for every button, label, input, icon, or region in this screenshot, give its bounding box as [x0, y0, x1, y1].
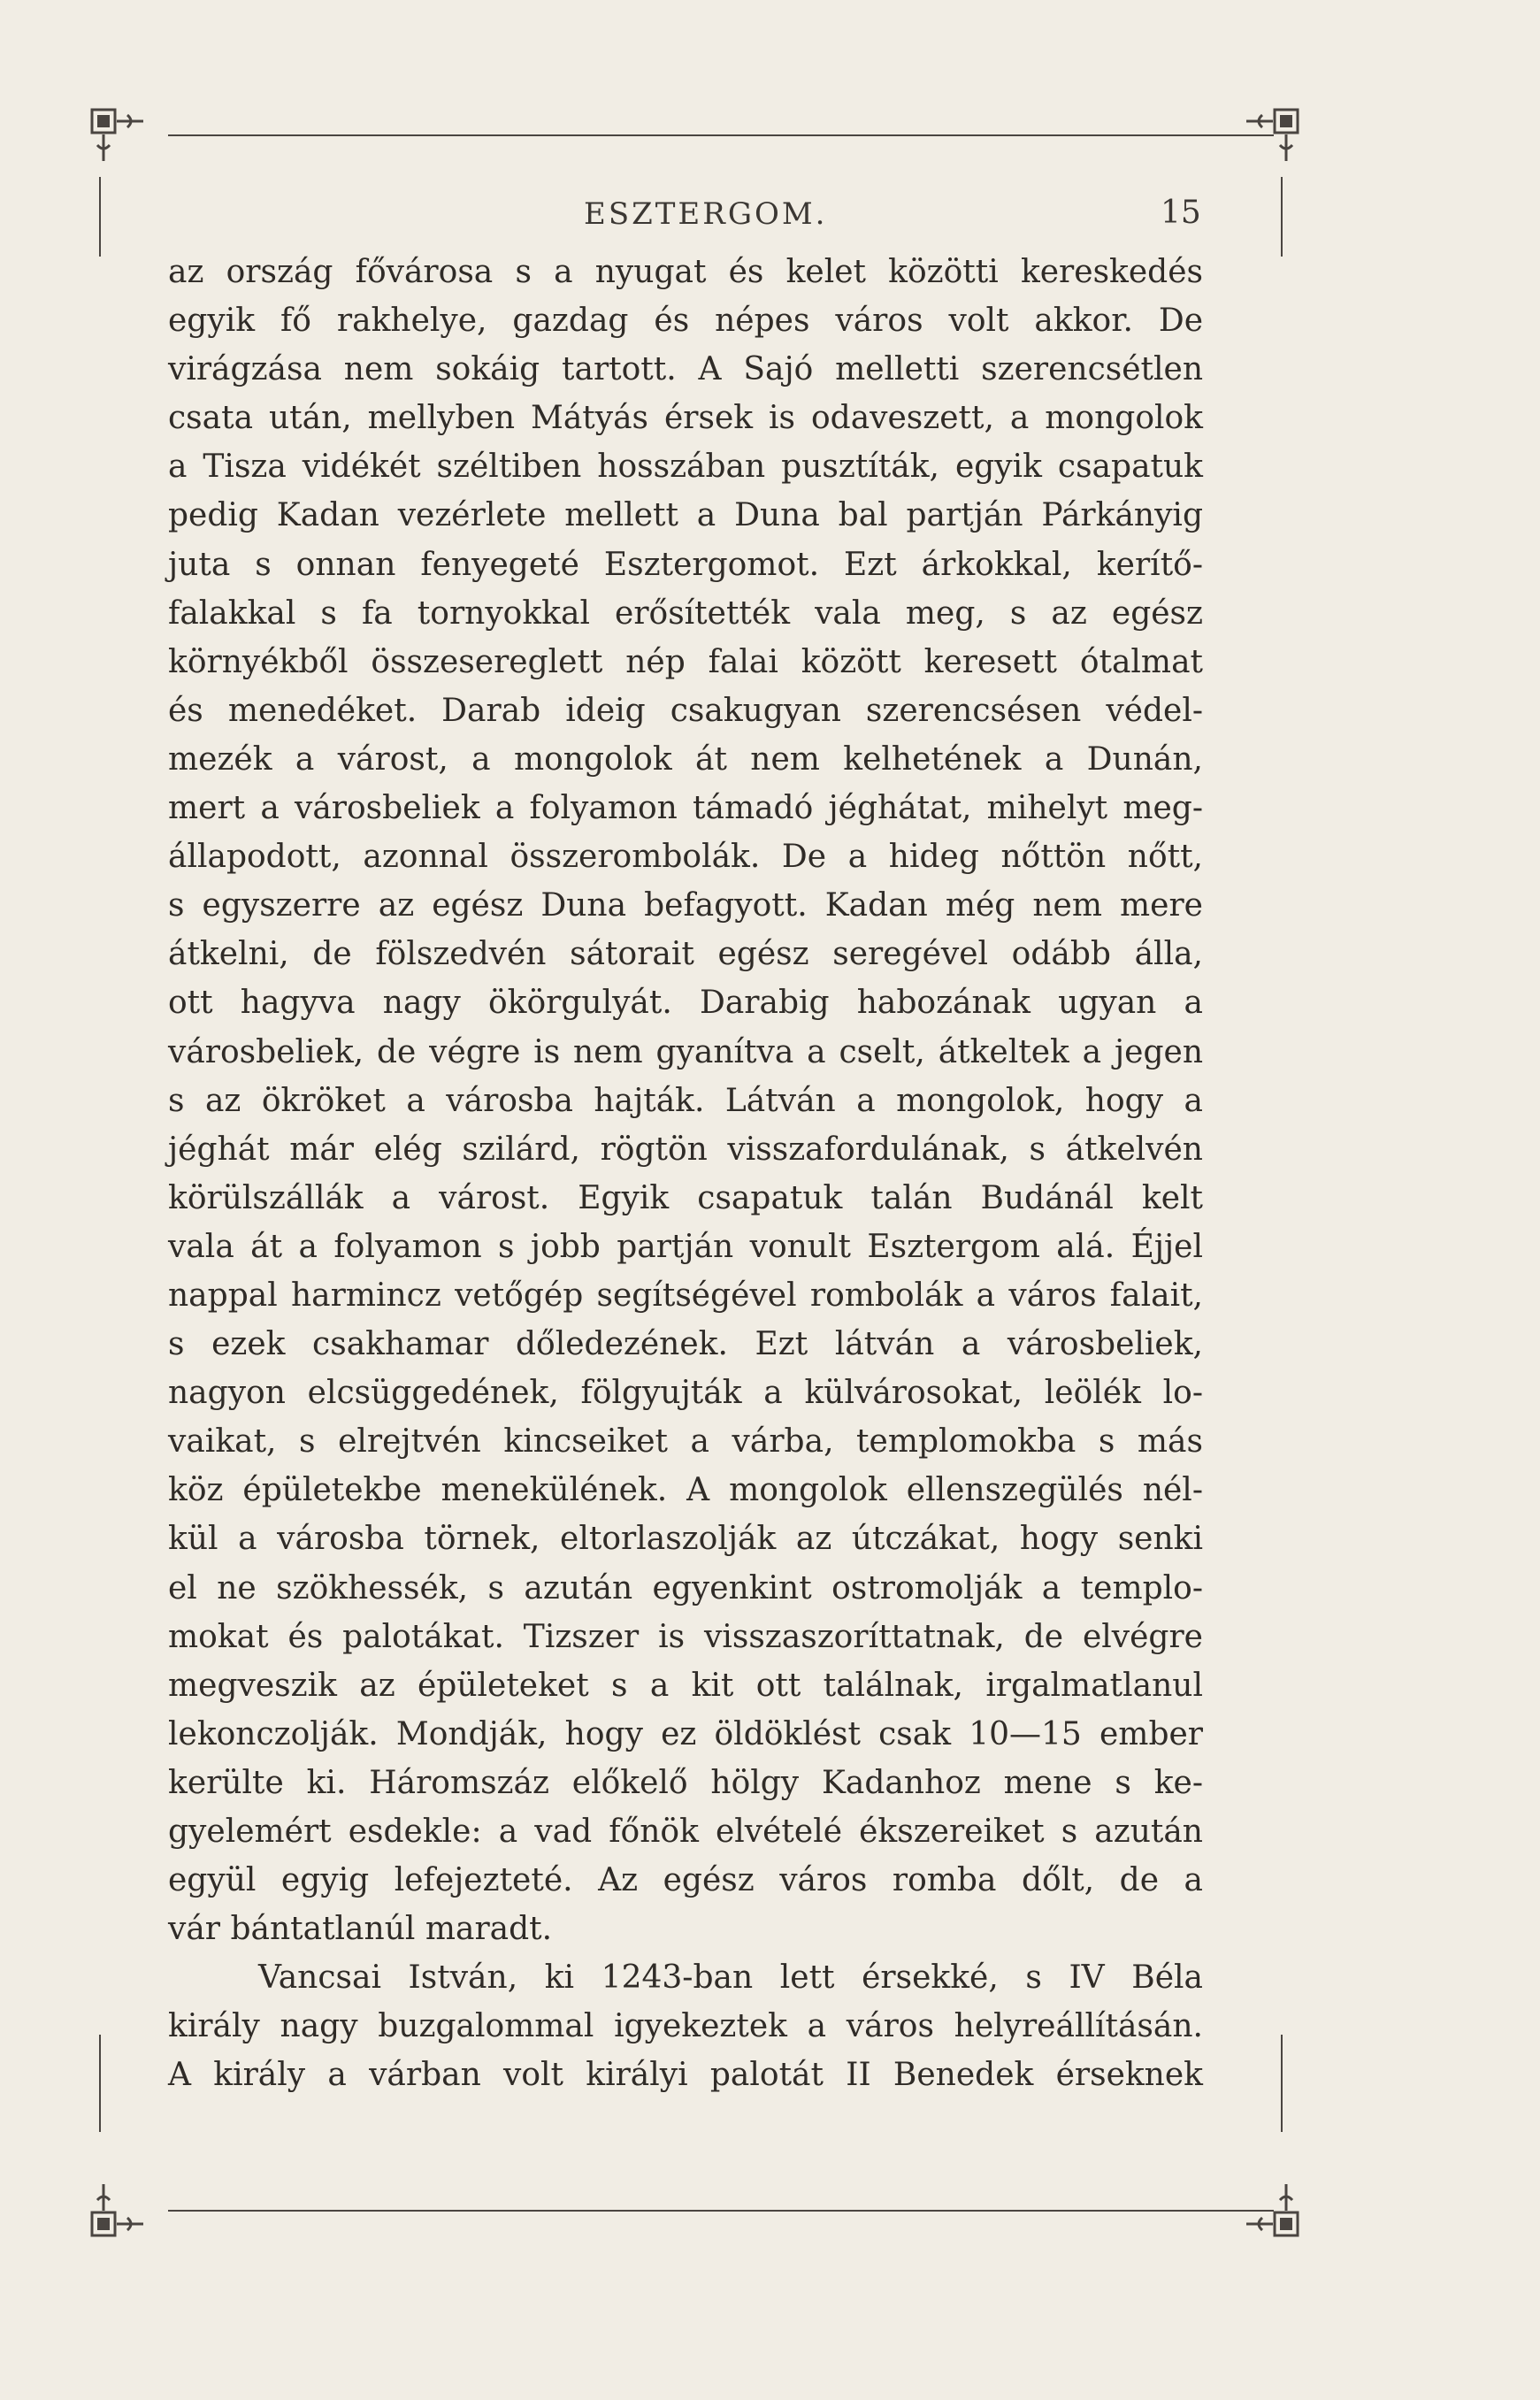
text-line: el ne szökhessék, s azután egyenkint ostromolják a templo- [168, 1569, 1203, 1606]
page-number: 15 [1161, 195, 1201, 231]
running-title: ESZTERGOM. [584, 196, 828, 232]
text-line-paragraph-start: Vancsai István, ki 1243-ban lett érsekké, s IV Béla [258, 1959, 1203, 1997]
text-line: lekonczolják. Mondják, hogy ez öldöklést csak 10—15 ember [168, 1715, 1203, 1752]
text-line: mokat és palotákat. Tizszer is visszaszoríttatnak, de elvégre [168, 1618, 1203, 1655]
left-border-ornament-bottom [99, 2035, 101, 2132]
right-border-ornament [1281, 177, 1283, 257]
text-line: körülszállák a várost. Egyik csapatuk talán Budánál kelt [168, 1179, 1203, 1216]
left-border-ornament [99, 177, 101, 257]
text-line: s az ökröket a városba hajták. Látván a mongolok, hogy a [168, 1082, 1203, 1119]
right-border-ornament-bottom [1281, 2035, 1283, 2132]
text-line: egyik fő rakhelye, gazdag és népes város volt akkor. De [168, 303, 1203, 340]
text-line: a Tisza vidékét széltiben hosszában pusztíták, egyik csapatuk [168, 449, 1203, 486]
text-line: az ország fővárosa s a nyugat és kelet közötti kereskedés [168, 254, 1203, 290]
text-line: és menedéket. Darab ideig csakugyan szerencsésen védel- [168, 692, 1203, 729]
text-line: pedig Kadan vezérlete mellett a Duna bal partján Párkányig [168, 497, 1203, 534]
text-line: átkelni, de fölszedvén sátorait egész seregével odább álla, [168, 936, 1203, 973]
text-line: ott hagyva nagy ökörgulyát. Darabig habozának ugyan a [168, 985, 1203, 1022]
text-line: nappal harmincz vetőgép segítségével rombolák a város falait, [168, 1277, 1203, 1314]
fleuron-ornament-icon [1243, 2181, 1301, 2239]
text-line: jéghát már elég szilárd, rögtön visszafordulának, s átkelvén [168, 1131, 1203, 1168]
text-line: juta s onnan fenyegeté Esztergomot. Ezt árkokkal, kerítő- [168, 546, 1203, 583]
text-line: kül a városba törnek, eltorlaszolják az útczákat, hogy senki [168, 1521, 1203, 1558]
text-line: vaikat, s elrejtvén kincseiket a várba, templomokba s más [168, 1423, 1203, 1461]
text-line: városbeliek, de végre is nem gyanítva a cselt, átkeltek a jegen [168, 1033, 1203, 1070]
text-line: állapodott, azonnal összerombolák. De a hideg nőttön nőtt, [168, 839, 1203, 876]
text-line: mezék a várost, a mongolok át nem kelhetének a Dunán, [168, 740, 1203, 778]
text-line: mert a városbeliek a folyamon támadó jéghátat, mihelyt meg- [168, 790, 1203, 827]
fleuron-ornament-icon [88, 106, 147, 165]
text-line: csata után, mellyben Mátyás érsek is odaveszett, a mongolok [168, 400, 1203, 437]
text-line: nagyon elcsüggedének, fölgyujták a külvárosokat, leölék lo- [168, 1375, 1203, 1412]
text-line: falakkal s fa tornyokkal erősítették vala meg, s az egész [168, 594, 1203, 632]
text-line: köz épületekbe menekülének. A mongolok ellenszegülés nél- [168, 1472, 1203, 1509]
top-rule [168, 134, 1274, 136]
text-line: vala át a folyamon s jobb partján vonult Esztergom alá. Éjjel [168, 1228, 1203, 1265]
text-line: megveszik az épületeket s a kit ott találnak, irgalmatlanul [168, 1667, 1203, 1704]
text-line: környékből összesereglett nép falai között keresett ótalmat [168, 643, 1203, 680]
text-line: együl egyig lefejezteté. Az egész város romba dőlt, de a [168, 1862, 1203, 1899]
body-text [168, 248, 1203, 2100]
text-line: kerülte ki. Háromszáz előkelő hölgy Kadanhoz mene s ke- [168, 1764, 1203, 1801]
text-line: s ezek csakhamar dőledezének. Ezt látván a városbeliek, [168, 1326, 1203, 1363]
fleuron-ornament-icon [1243, 106, 1301, 165]
text-line-paragraph-end: vár bántatlanúl maradt. [168, 1911, 553, 1948]
text-line: A király a várban volt királyi palotát II Benedek érseknek [168, 2057, 1203, 2094]
bottom-rule [168, 2210, 1274, 2212]
text-line: s egyszerre az egész Duna befagyott. Kadan még nem mere [168, 887, 1203, 924]
text-line: gyelemért esdekle: a vad főnök elvételé ékszereiket s azután [168, 1813, 1203, 1850]
fleuron-ornament-icon [88, 2181, 147, 2239]
text-line: király nagy buzgalommal igyekeztek a város helyreállításán. [168, 2008, 1203, 2045]
text-line: virágzása nem sokáig tartott. A Sajó melletti szerencsétlen [168, 351, 1203, 388]
